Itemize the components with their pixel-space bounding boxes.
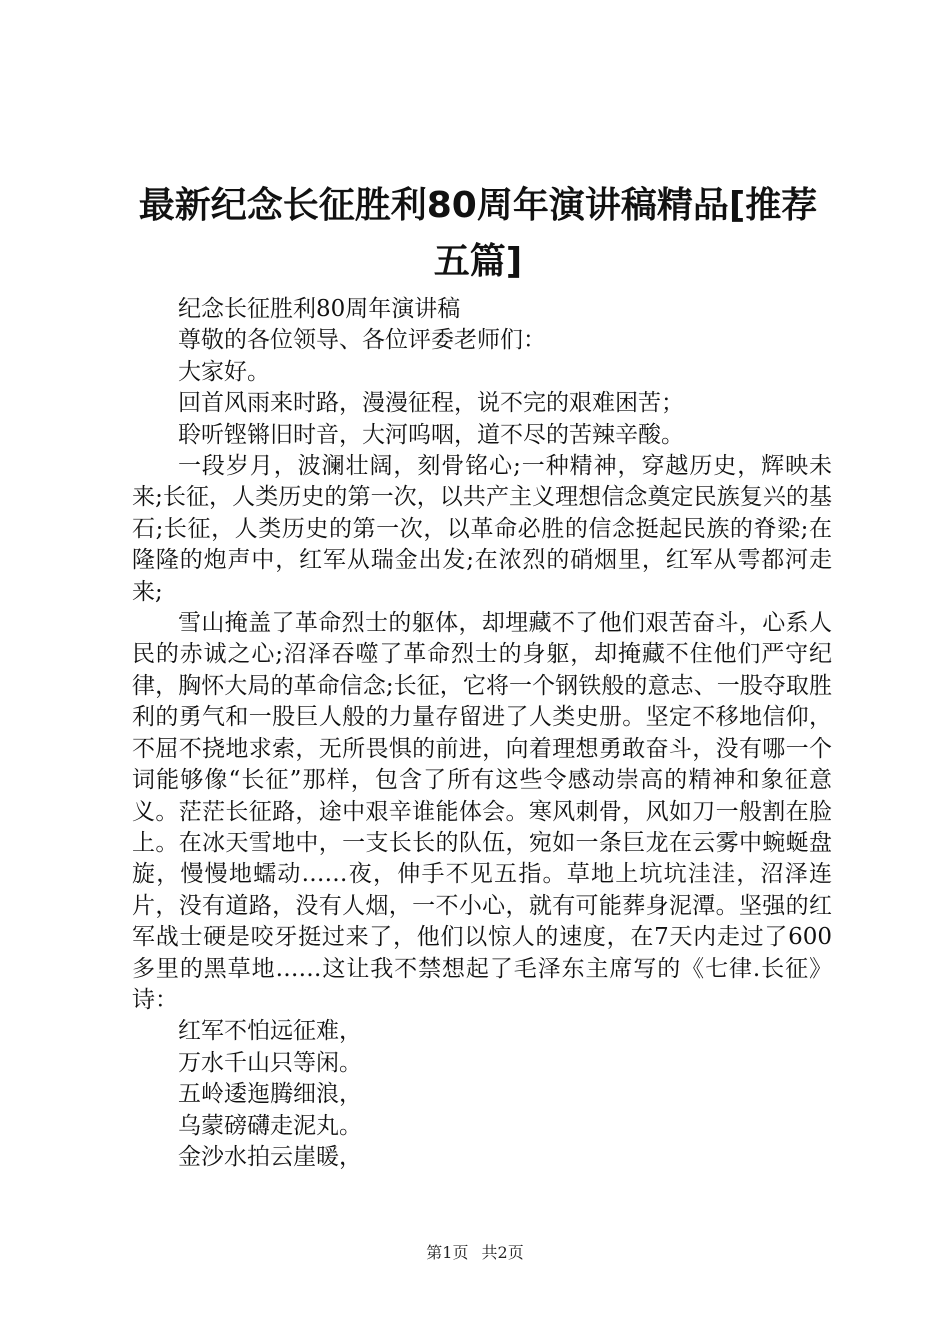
paragraph: 大家好。 <box>178 358 270 385</box>
poem-line: 五岭逶迤腾细浪， <box>178 1081 362 1108</box>
poem-line: 万水千山只等闲。 <box>178 1049 362 1076</box>
paragraph: 聆听铿锵旧时音，大河呜咽，道不尽的苦辣辛酸。 <box>178 421 684 448</box>
paragraph: 雪山掩盖了革命烈士的躯体，却埋藏不了他们艰苦奋斗，心系人民的赤诚之心;沼泽吞噬了革命烈士的身躯，却掩藏不住他们严守纪律，胸怀大局的革命信念;长征，它将一个钢铁般的意志、一股夺取胜利的勇气和一股巨人般的力量存留进了人类史册。坚定不移地信仰，不屈不挠地求索，无所畏惧的前进，向着理想勇敢奋斗，没有哪一个词能够像“长征”那样，包含了所有这些令感动崇高的精神和象征意义。茫茫长征路，途中艰辛谁能体会。寒风刺骨，风如刀一般割在脸上。在冰天雪地中，一支长长的队伍，宛如一条巨龙在云雾中蜿蜒盘旋，慢慢地蠕动……夜，伸手不见五指。草地上坑坑洼洼，沼泽连片，没有道路，没有人烟，一不小心，就有可能葬身泥潭。坚强的红军战士硬是咬牙挺过来了，他们以惊人的速度，在7天内走过了600多里的黑草地……这让我不禁想起了毛泽东主席写的《七律.长征》诗： <box>132 610 832 1013</box>
document-title: 最新纪念长征胜利80周年演讲稿精品[推荐五篇] <box>138 185 818 282</box>
paragraph: 纪念长征胜利80周年演讲稿 <box>178 296 461 322</box>
page-footer <box>0 1243 950 1263</box>
page-number: 第1页 <box>426 1243 469 1262</box>
poem-line: 乌蒙磅礴走泥丸。 <box>178 1112 362 1139</box>
poem-line: 红军不怕远征难， <box>178 1018 362 1045</box>
page-total: 共2页 <box>481 1243 524 1262</box>
document-body <box>132 294 832 1173</box>
poem-line: 金沙水拍云崖暖， <box>178 1143 362 1170</box>
paragraph: 尊敬的各位领导、各位评委老师们： <box>178 327 546 354</box>
paragraph: 一段岁月，波澜壮阔，刻骨铭心;一种精神，穿越历史，辉映未来;长征，人类历史的第一次，以共产主义理想信念奠定民族复兴的基石;长征，人类历史的第一次，以革命必胜的信念挺起民族的脊梁;在隆隆的炮声中，红军从瑞金出发;在浓烈的硝烟里，红军从雩都河走来; <box>132 453 832 605</box>
paragraph: 回首风雨来时路，漫漫征程，说不完的艰难困苦； <box>178 390 684 417</box>
